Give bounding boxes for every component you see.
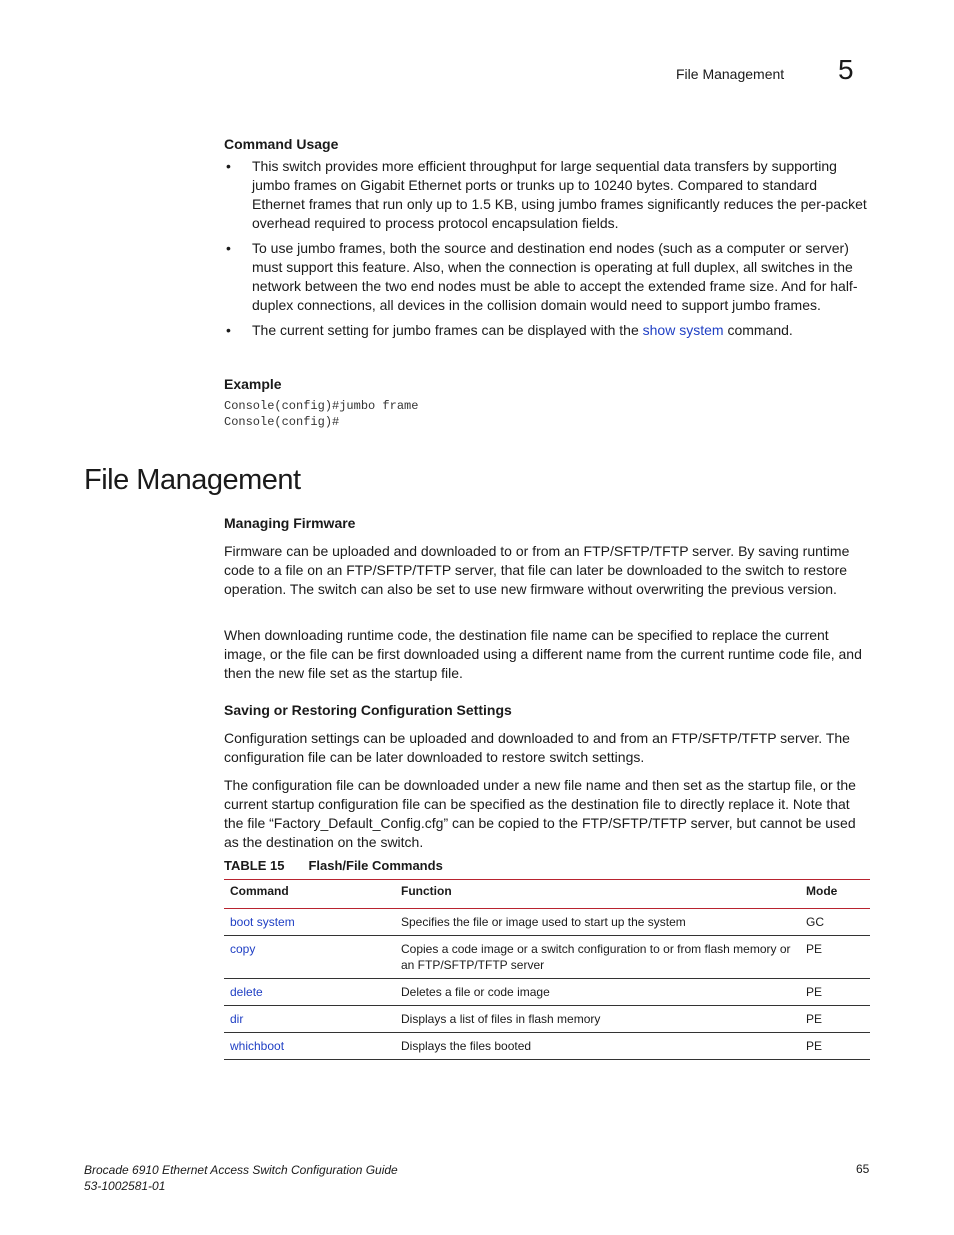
table-row bbox=[224, 979, 870, 1006]
table-row bbox=[224, 1033, 870, 1060]
column-header: Function bbox=[395, 880, 800, 909]
chapter-number: 5 bbox=[838, 54, 854, 85]
function-cell: Deletes a file or code image bbox=[395, 979, 800, 1006]
table-row bbox=[224, 936, 870, 979]
mode-cell: PE bbox=[800, 979, 870, 1006]
page-number: 65 bbox=[856, 1162, 870, 1176]
managing-firmware-heading: Managing Firmware bbox=[224, 515, 356, 531]
table-header-row bbox=[224, 880, 870, 909]
command-link[interactable]: whichboot bbox=[224, 1033, 395, 1060]
command-usage-list bbox=[224, 157, 870, 346]
table-label: TABLE 15 bbox=[224, 858, 285, 873]
table-caption bbox=[224, 858, 443, 873]
function-cell: Specifies the file or image used to start up the system bbox=[395, 909, 800, 936]
mode-cell: PE bbox=[800, 1033, 870, 1060]
bullet-icon: • bbox=[226, 322, 231, 338]
flash-file-commands-table bbox=[224, 879, 870, 1060]
firmware-paragraph-1: Firmware can be uploaded and downloaded to or from an FTP/SFTP/TFTP server. By saving runtime code to a file on an FTP/SFTP/TFTP server, that file can later be downloaded to the switch to restore operation. The switch can also be set to use new firmware without overwriting the previous version. bbox=[224, 543, 850, 597]
list-item: • To use jumbo frames, both the source and destination end nodes (such as a computer or server) must support this feature. Also, when the connection is operating at full duplex, all switches in the network between the two end nodes must be able to accept the extended frame size. And for half-duplex connections, all devices in the collision domain would need to support jumbo frames. bbox=[226, 240, 858, 313]
code-line: Console(config)# bbox=[224, 415, 340, 429]
code-block bbox=[224, 398, 418, 430]
function-cell: Displays a list of files in flash memory bbox=[395, 1006, 800, 1033]
mode-cell: PE bbox=[800, 1006, 870, 1033]
config-paragraph-1: Configuration settings can be uploaded and downloaded to and from an FTP/SFTP/TFTP server. The configuration file can be later downloaded to restore switch settings. bbox=[224, 730, 850, 765]
command-link[interactable]: copy bbox=[224, 936, 395, 979]
mode-cell: GC bbox=[800, 909, 870, 936]
command-link[interactable]: dir bbox=[224, 1006, 395, 1033]
bullet-icon: • bbox=[226, 158, 231, 174]
column-header: Command bbox=[224, 880, 395, 909]
show-system-link[interactable]: show system bbox=[642, 322, 724, 338]
command-usage-heading: Command Usage bbox=[224, 136, 339, 152]
list-item: • The current setting for jumbo frames can be displayed with the show system command. bbox=[226, 322, 793, 338]
column-header: Mode bbox=[800, 880, 870, 909]
bullet-icon: • bbox=[226, 240, 231, 256]
example-heading: Example bbox=[224, 376, 282, 392]
config-paragraph-2: The configuration file can be downloaded under a new file name and then set as the startup file, or the current startup configuration file can be specified as the destination file to directly replace it. Note that the file “Factory_Default_Config.cfg” can be copied to the FTP/SFTP/TFTP server, but cannot be used as the destination on the switch. bbox=[224, 777, 856, 850]
table-name: Flash/File Commands bbox=[308, 858, 443, 873]
footer-doc-title: Brocade 6910 Ethernet Access Switch Configuration Guide bbox=[84, 1163, 398, 1177]
function-cell: Copies a code image or a switch configuration to or from flash memory or an FTP/SFTP/TFTP server bbox=[395, 936, 800, 979]
firmware-paragraph-2: When downloading runtime code, the destination file name can be specified to replace the current image, or the file can be first downloaded using a different name from the current runtime code file, and then the new file set as the startup file. bbox=[224, 627, 862, 681]
section-title: File Management bbox=[84, 464, 301, 496]
footer-doc-info bbox=[84, 1162, 398, 1194]
command-link[interactable]: delete bbox=[224, 979, 395, 1006]
mode-cell: PE bbox=[800, 936, 870, 979]
command-link[interactable]: boot system bbox=[224, 909, 395, 936]
footer-doc-number: 53-1002581-01 bbox=[84, 1179, 166, 1193]
code-line: Console(config)#jumbo frame bbox=[224, 399, 419, 413]
saving-restoring-heading: Saving or Restoring Configuration Settings bbox=[224, 702, 512, 718]
table-row bbox=[224, 909, 870, 936]
function-cell: Displays the files booted bbox=[395, 1033, 800, 1060]
table-row bbox=[224, 1006, 870, 1033]
running-header-title: File Management bbox=[676, 66, 785, 82]
list-item: • This switch provides more efficient throughput for large sequential data transfers by supporting jumbo frames on Gigabit Ethernet ports or trunks up to 10240 bytes. Compared to standard Ethernet frames that run only up to 1.5 KB, using jumbo frames significantly reduces the per-packet overhead required to process protocol encapsulation fields. bbox=[226, 158, 867, 231]
